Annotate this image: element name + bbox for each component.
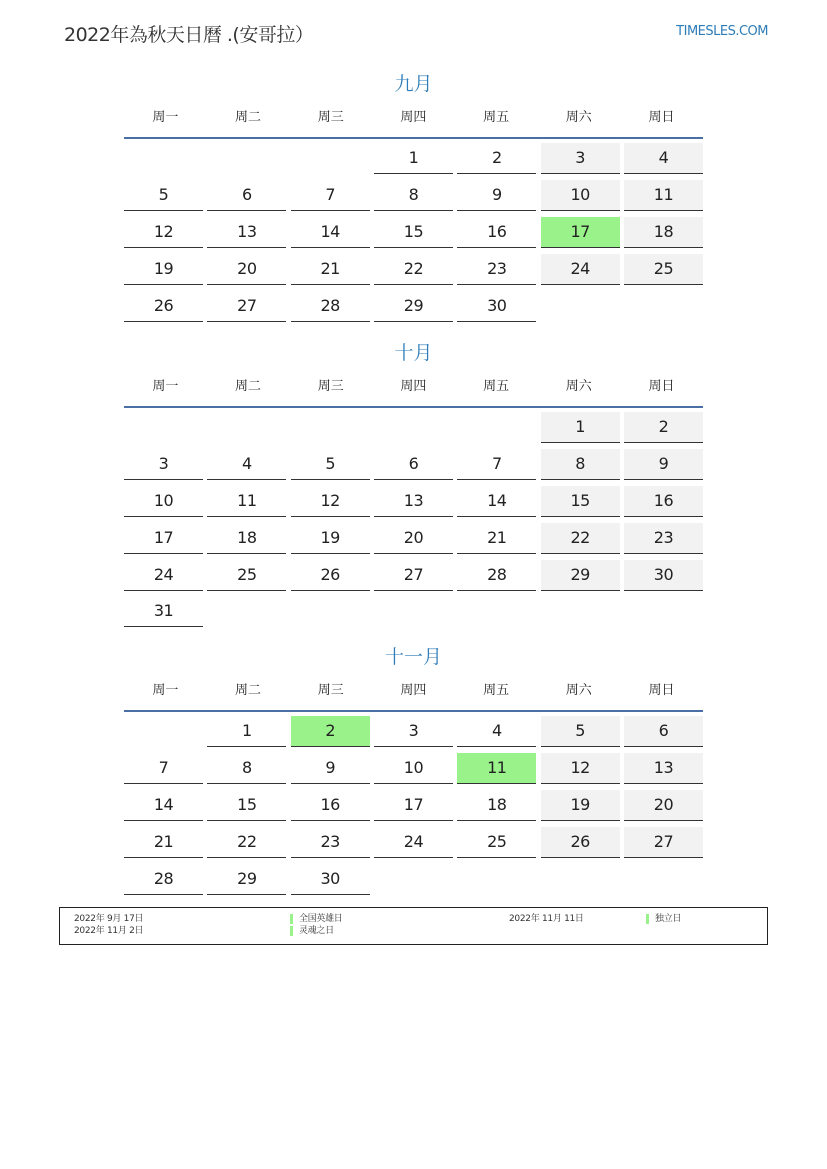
day-cell: 4 (624, 143, 703, 174)
day-cell: 6 (624, 716, 703, 747)
day-cell: 11 (624, 180, 703, 211)
day-cell: 5 (291, 449, 370, 480)
day-cell: 16 (291, 790, 370, 821)
empty-day-cell (124, 143, 203, 173)
weekday-label: 周三 (317, 683, 344, 698)
weekday-label: 周一 (152, 110, 179, 125)
weekday-label: 周六 (565, 110, 592, 125)
day-cell: 28 (291, 291, 370, 322)
day-cell: 23 (291, 827, 370, 858)
day-cell: 7 (457, 449, 536, 480)
day-cell: 8 (374, 180, 453, 211)
day-cell: 25 (457, 827, 536, 858)
day-cell: 1 (541, 412, 620, 443)
day-cell: 8 (541, 449, 620, 480)
day-cell: 2 (457, 143, 536, 174)
day-cell: 10 (541, 180, 620, 211)
day-cell: 12 (541, 753, 620, 784)
day-cell: 15 (374, 217, 453, 248)
day-cell: 1 (374, 143, 453, 174)
day-grid (124, 143, 703, 327)
day-cell: 24 (124, 560, 203, 591)
site-link[interactable]: TIMESLES.COM (676, 24, 768, 39)
day-cell: 30 (291, 864, 370, 895)
day-cell: 9 (291, 753, 370, 784)
day-cell: 4 (457, 716, 536, 747)
day-cell: 20 (207, 254, 286, 285)
legend-color-swatch (646, 914, 649, 924)
weekday-label: 周日 (648, 379, 675, 394)
legend-date: 2022年 11月 2日 (74, 926, 144, 936)
empty-day-cell (624, 291, 703, 321)
legend-date: 2022年 9月 17日 (74, 914, 144, 924)
empty-day-cell (624, 596, 703, 626)
weekday-label: 周四 (400, 110, 427, 125)
weekday-label: 周五 (483, 379, 510, 394)
day-cell: 16 (624, 486, 703, 517)
empty-day-cell (291, 596, 370, 626)
weekday-label: 周日 (648, 110, 675, 125)
day-cell: 22 (374, 254, 453, 285)
day-grid (124, 716, 703, 900)
day-cell: 6 (207, 180, 286, 211)
day-cell: 30 (457, 291, 536, 322)
day-cell: 26 (541, 827, 620, 858)
day-cell: 11 (457, 753, 536, 784)
day-cell: 15 (541, 486, 620, 517)
weekday-label: 周四 (400, 683, 427, 698)
weekday-label: 周三 (317, 379, 344, 394)
legend-date: 2022年 11月 11日 (509, 914, 584, 924)
month-title: 十月 (394, 342, 433, 364)
empty-day-cell (124, 716, 203, 746)
day-cell: 3 (124, 449, 203, 480)
day-grid (124, 412, 703, 633)
weekday-label: 周一 (152, 683, 179, 698)
empty-day-cell (624, 864, 703, 894)
day-cell: 15 (207, 790, 286, 821)
day-cell: 29 (207, 864, 286, 895)
legend-holiday-name: 全国英雄日 (299, 914, 343, 924)
day-cell: 14 (124, 790, 203, 821)
month-november (124, 642, 703, 900)
legend-holiday-name: 灵魂之日 (299, 926, 334, 936)
holiday-legend (59, 907, 768, 945)
empty-day-cell (374, 864, 453, 894)
empty-day-cell (457, 864, 536, 894)
legend-holiday-name: 独立日 (655, 914, 682, 924)
day-cell: 28 (124, 864, 203, 895)
weekday-header (124, 99, 703, 139)
weekday-header (124, 368, 703, 408)
empty-day-cell (124, 412, 203, 442)
day-cell: 30 (624, 560, 703, 591)
day-cell: 19 (541, 790, 620, 821)
day-cell: 23 (457, 254, 536, 285)
day-cell: 5 (124, 180, 203, 211)
day-cell: 29 (374, 291, 453, 322)
empty-day-cell (541, 864, 620, 894)
day-cell: 23 (624, 523, 703, 554)
day-cell: 17 (541, 217, 620, 248)
legend-color-swatch (290, 914, 293, 924)
weekday-label: 周二 (235, 379, 262, 394)
empty-day-cell (207, 412, 286, 442)
day-cell: 26 (124, 291, 203, 322)
day-cell: 14 (457, 486, 536, 517)
page-title: 2022年為秋天日曆 .(安哥拉） (64, 24, 314, 46)
day-cell: 9 (457, 180, 536, 211)
day-cell: 20 (624, 790, 703, 821)
day-cell: 22 (207, 827, 286, 858)
day-cell: 12 (124, 217, 203, 248)
day-cell: 9 (624, 449, 703, 480)
day-cell: 1 (207, 716, 286, 747)
weekday-label: 周五 (483, 110, 510, 125)
empty-day-cell (541, 596, 620, 626)
empty-day-cell (457, 412, 536, 442)
day-cell: 21 (124, 827, 203, 858)
day-cell: 10 (374, 753, 453, 784)
day-cell: 11 (207, 486, 286, 517)
weekday-label: 周日 (648, 683, 675, 698)
day-cell: 24 (374, 827, 453, 858)
weekday-label: 周三 (317, 110, 344, 125)
day-cell: 21 (457, 523, 536, 554)
empty-day-cell (374, 596, 453, 626)
day-cell: 2 (624, 412, 703, 443)
day-cell: 3 (374, 716, 453, 747)
empty-day-cell (207, 596, 286, 626)
day-cell: 10 (124, 486, 203, 517)
month-title: 十一月 (384, 646, 442, 668)
weekday-header (124, 672, 703, 712)
day-cell: 18 (457, 790, 536, 821)
legend-color-swatch (290, 926, 293, 936)
day-cell: 7 (124, 753, 203, 784)
empty-day-cell (291, 412, 370, 442)
weekday-label: 周五 (483, 683, 510, 698)
day-cell: 12 (291, 486, 370, 517)
day-cell: 7 (291, 180, 370, 211)
day-cell: 25 (624, 254, 703, 285)
day-cell: 13 (207, 217, 286, 248)
day-cell: 31 (124, 596, 203, 627)
month-october (124, 338, 703, 633)
day-cell: 20 (374, 523, 453, 554)
day-cell: 29 (541, 560, 620, 591)
day-cell: 27 (624, 827, 703, 858)
weekday-label: 周二 (235, 110, 262, 125)
day-cell: 27 (207, 291, 286, 322)
day-cell: 5 (541, 716, 620, 747)
weekday-label: 周六 (565, 683, 592, 698)
day-cell: 17 (124, 523, 203, 554)
day-cell: 27 (374, 560, 453, 591)
day-cell: 6 (374, 449, 453, 480)
empty-day-cell (374, 412, 453, 442)
weekday-label: 周四 (400, 379, 427, 394)
day-cell: 13 (374, 486, 453, 517)
day-cell: 18 (207, 523, 286, 554)
empty-day-cell (291, 143, 370, 173)
empty-day-cell (457, 596, 536, 626)
day-cell: 18 (624, 217, 703, 248)
weekday-label: 周一 (152, 379, 179, 394)
day-cell: 16 (457, 217, 536, 248)
day-cell: 17 (374, 790, 453, 821)
day-cell: 2 (291, 716, 370, 747)
day-cell: 13 (624, 753, 703, 784)
day-cell: 24 (541, 254, 620, 285)
weekday-label: 周二 (235, 683, 262, 698)
day-cell: 4 (207, 449, 286, 480)
day-cell: 25 (207, 560, 286, 591)
month-september (124, 69, 703, 327)
day-cell: 21 (291, 254, 370, 285)
day-cell: 3 (541, 143, 620, 174)
day-cell: 19 (124, 254, 203, 285)
day-cell: 8 (207, 753, 286, 784)
day-cell: 28 (457, 560, 536, 591)
empty-day-cell (541, 291, 620, 321)
weekday-label: 周六 (565, 379, 592, 394)
empty-day-cell (207, 143, 286, 173)
day-cell: 22 (541, 523, 620, 554)
day-cell: 14 (291, 217, 370, 248)
day-cell: 26 (291, 560, 370, 591)
day-cell: 19 (291, 523, 370, 554)
month-title: 九月 (394, 73, 433, 95)
